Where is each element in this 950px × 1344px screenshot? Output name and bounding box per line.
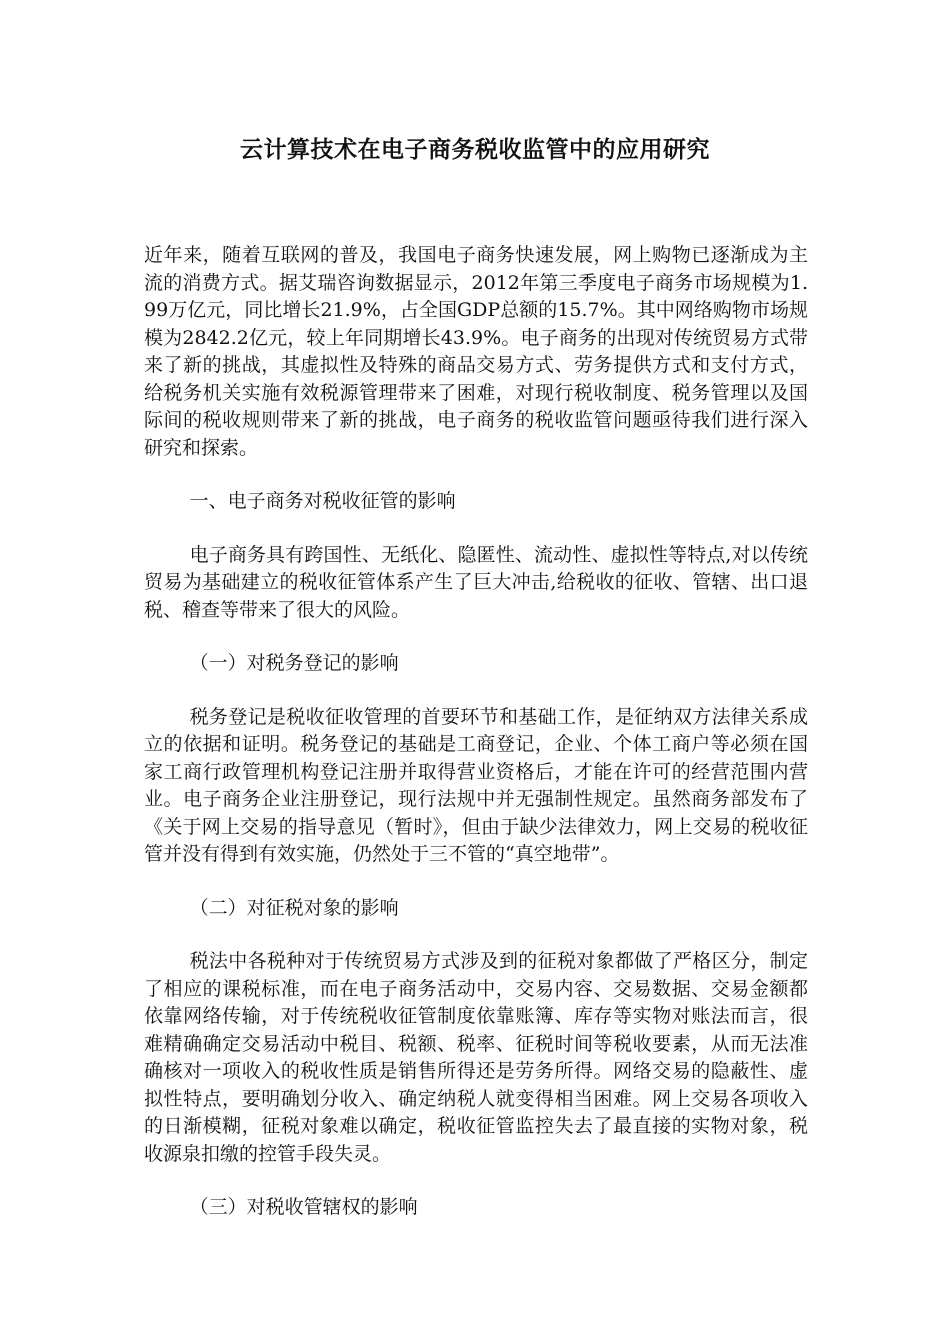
intro-paragraph: 近年来，随着互联网的普及，我国电子商务快速发展，网上购物已逐渐成为主流的消费方式。据艾瑞咨询数据显示，2012年第三季度电子商务市场规模为1.99万亿元，同比增长21.9%，占全国GDP总额的15.7%。其中网络购物市场规模为2842.2亿元，较上年同期增长43.9%。电子商务的出现对传统贸易方式带来了新的挑战，其虚拟性及特殊的商品交易方式、劳务提供方式和支付方式，给税务机关实施有效税源管理带来了困难，对现行税收制度、税务管理以及国际间的税收规则带来了新的挑战，电子商务的税收监管问题亟待我们进行深入研究和探索。 [144, 244, 808, 459]
spacer [144, 869, 808, 895]
subsection-paragraph-1: 税务登记是税收征收管理的首要环节和基础工作，是征纳双方法律关系成立的依据和证明。税务登记的基础是工商登记，企业、个体工商户等必须在国家工商行政管理机构登记注册并取得营业资格后，才能在许可的经营范围内营业。电子商务企业注册登记，现行法规中并无强制性规定。虽然商务部发布了《关于网上交易的指导意见（暂时》，但由于缺少法律效力，网上交易的税收征管并没有得到有效实施，仍然处于三不管的“真空地带”。 [144, 705, 808, 865]
spacer [144, 678, 808, 704]
section-paragraph-1: 电子商务具有跨国性、无纸化、隐匿性、流动性、虚拟性等特点,对以传统贸易为基础建立的税收征管体系产生了巨大冲击,给税收的征收、管辖、出口退税、稽查等带来了很大的风险。 [144, 543, 808, 621]
spacer [144, 624, 808, 650]
section-heading-1: 一、电子商务对税收征管的影响 [189, 490, 456, 512]
spacer [144, 516, 808, 542]
subsection-heading-3: （三）对税收管辖权的影响 [189, 1196, 418, 1218]
spacer [144, 462, 808, 488]
subsection-paragraph-2: 税法中各税种对于传统贸易方式涉及到的征税对象都做了严格区分，制定了相应的课税标准，而在电子商务活动中，交易内容、交易数据、交易金额都依靠网络传输，对于传统税收征管制度依靠账簿、库存等实物对账法而言，很难精确确定交易活动中税目、税额、税率、征税时间等税收要素，从而无法准确核对一项收入的税收性质是销售所得还是劳务所得。网络交易的隐蔽性、虚拟性特点，要明确划分收入、确定纳税人就变得相当困难。网上交易各项收入的日渐模糊，征税对象难以确定，税收征管监控失去了最直接的实物对象，税收源泉扣缴的控管手段失灵。 [144, 950, 808, 1165]
spacer [144, 922, 808, 948]
subsection-heading-2: （二）对征税对象的影响 [189, 896, 399, 919]
subsection-heading-1: （一）对税务登记的影响 [189, 652, 399, 674]
document-title: 云计算技术在电子商务税收监管中的应用研究 [240, 137, 710, 163]
spacer [144, 1168, 808, 1194]
document-body [144, 242, 808, 1222]
